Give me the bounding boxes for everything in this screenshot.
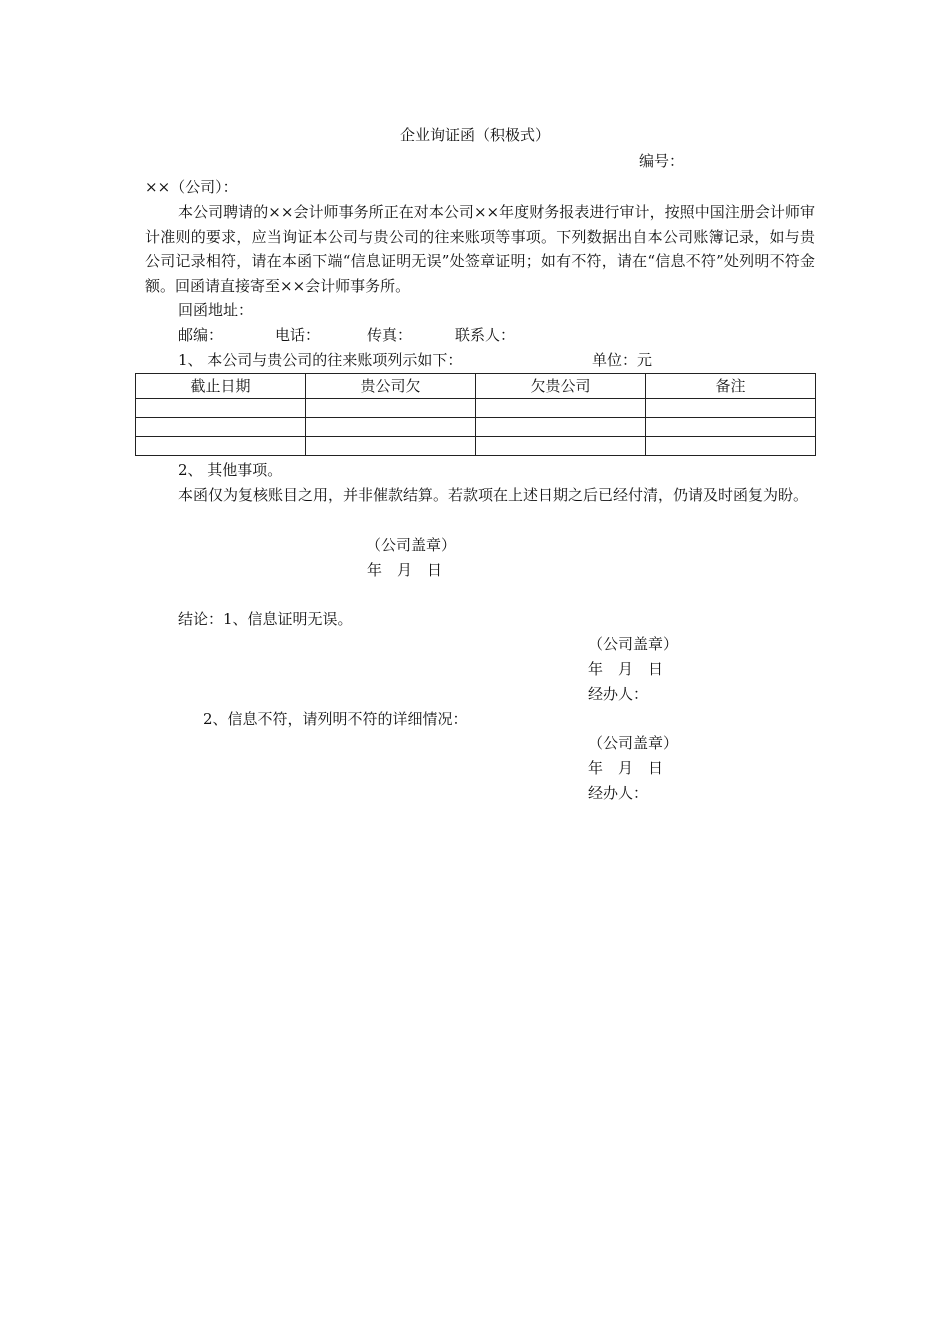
conclusion-confirmed: 结论：1、信息证明无误。 [178, 610, 353, 628]
unit-label: 单位：元 [592, 351, 653, 369]
date-1: 年 月 日 [367, 561, 443, 579]
table-cell [306, 418, 476, 437]
postcode-label: 邮编： [178, 326, 224, 344]
ledger-table [135, 373, 816, 456]
reply-address-label: 回函地址： [178, 301, 254, 319]
date-3: 年 月 日 [588, 759, 664, 777]
addressee: ××（公司）： [145, 178, 238, 196]
contact-person-label: 联系人： [455, 326, 516, 344]
section-1-label: 1、 本公司与贵公司的往来账项列示如下： [178, 351, 463, 369]
table-row [136, 399, 816, 418]
table-header-row [136, 374, 816, 399]
header-cutoff-date: 截止日期 [136, 374, 306, 399]
fax-label: 传真： [367, 326, 413, 344]
body-paragraph: 本公司聘请的××会计师事务所正在对本公司××年度财务报表进行审计，按照中国注册会计师审计准则的要求，应当询证本公司与贵公司的往来账项等事项。下列数据出自本公司账簿记录，如与贵公司记录相符，请在本函下端“信息证明无误”处签章证明；如有不符，请在“信息不符”处列明不符金额。回函请直接寄至××会计师事务所。 [145, 203, 815, 295]
table-row [136, 437, 816, 456]
table-cell [646, 399, 816, 418]
closing-paragraph: 本函仅为复核账目之用，并非催款结算。若款项在上述日期之后已经付清，仍请及时函复为盼。 [178, 486, 809, 504]
company-seal-2: （公司盖章） [588, 635, 679, 653]
company-seal-1: （公司盖章） [366, 536, 457, 554]
header-remarks: 备注 [646, 374, 816, 399]
table-cell [476, 399, 646, 418]
table-cell [136, 418, 306, 437]
section-2-label: 2、 其他事项。 [178, 461, 283, 479]
table-cell [136, 399, 306, 418]
phone-label: 电话： [275, 326, 321, 344]
company-seal-3: （公司盖章） [588, 734, 679, 752]
table-cell [476, 418, 646, 437]
table-cell [306, 437, 476, 456]
serial-number-label: 编号： [639, 152, 685, 170]
table-row [136, 418, 816, 437]
table-cell [476, 437, 646, 456]
table-cell [136, 437, 306, 456]
table-cell [646, 437, 816, 456]
conclusion-discrepancy: 2、信息不符，请列明不符的详细情况： [203, 710, 468, 728]
table-cell [306, 399, 476, 418]
handler-2: 经办人： [588, 685, 649, 703]
document-title: 企业询证函（积极式） [399, 126, 550, 144]
header-owed-by-you: 贵公司欠 [306, 374, 476, 399]
date-2: 年 月 日 [588, 660, 664, 678]
table-cell [646, 418, 816, 437]
handler-3: 经办人： [588, 784, 649, 802]
header-owed-to-you: 欠贵公司 [476, 374, 646, 399]
